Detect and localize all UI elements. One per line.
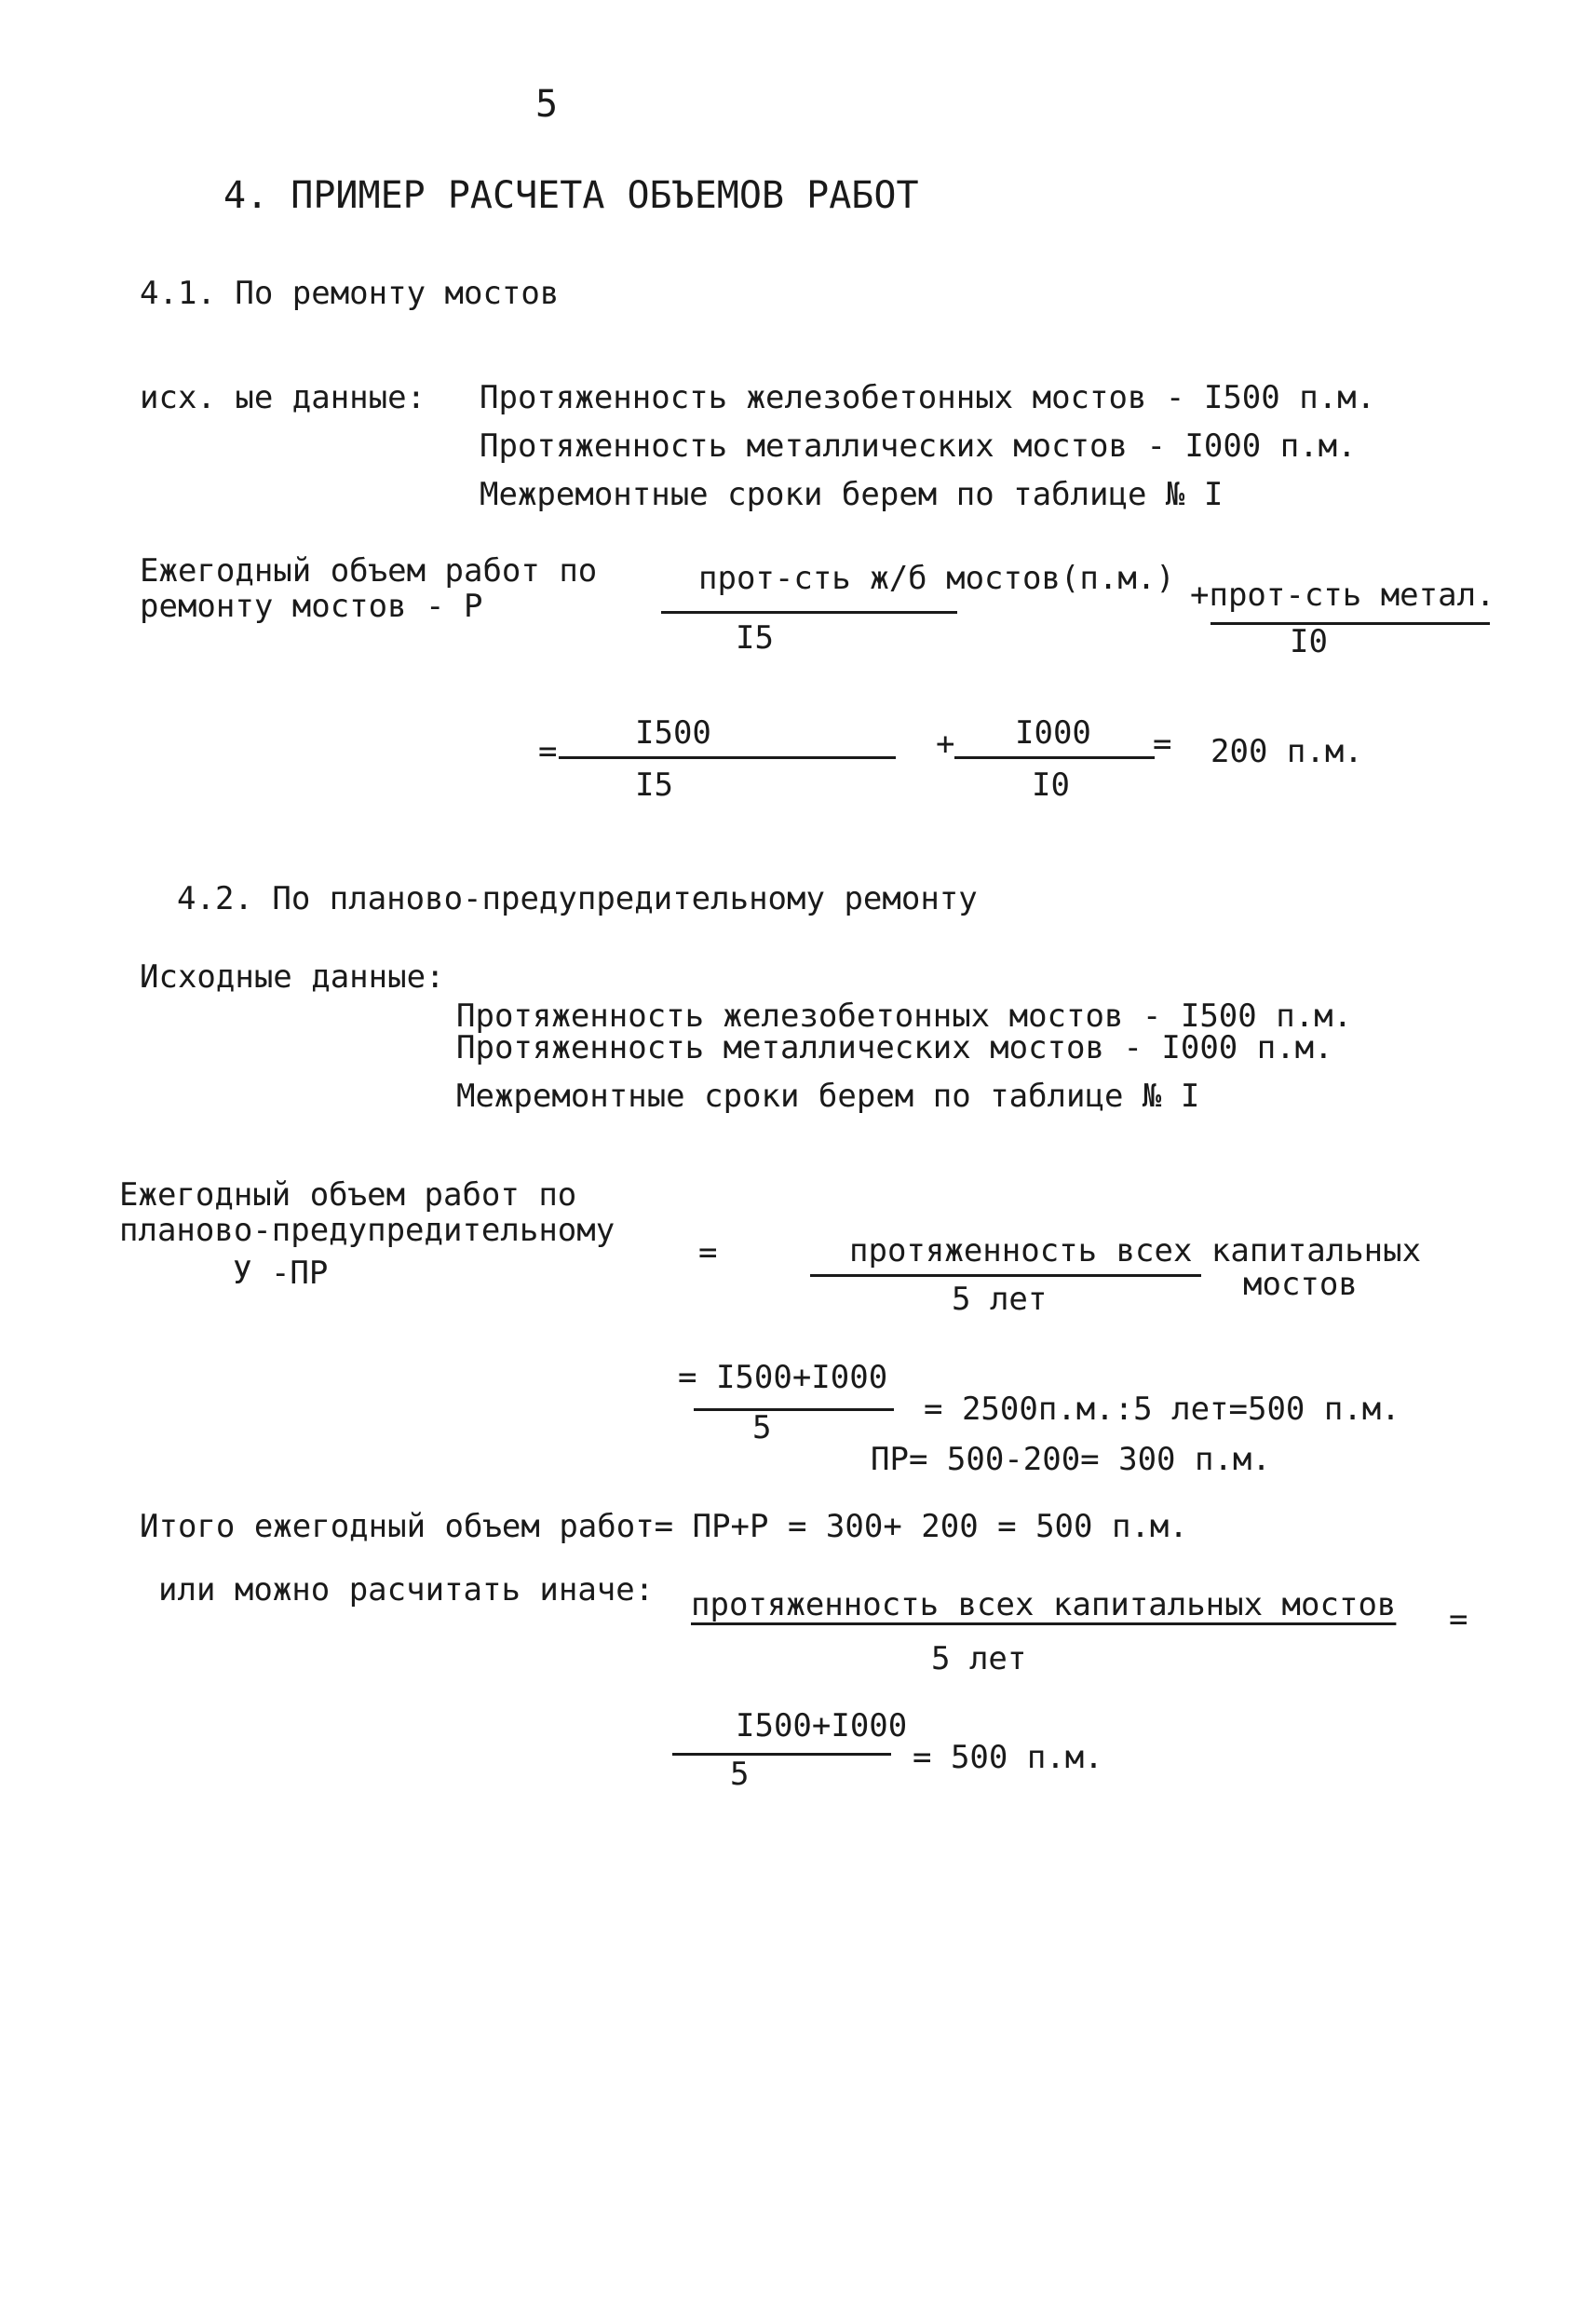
section-heading: 4. ПРИМЕР РАСЧЕТА ОБЪЕМОВ РАБОТ bbox=[223, 174, 919, 217]
fraction2-denominator: I0 bbox=[1290, 623, 1328, 660]
calc-denominator-4-2: 5 bbox=[752, 1409, 772, 1446]
annual-label-line2-4-2: планово-предупредительному bbox=[119, 1212, 615, 1249]
calc-equals-2: = bbox=[1153, 726, 1172, 763]
calc-bar-1 bbox=[559, 756, 896, 759]
fraction-bar-4-2 bbox=[810, 1274, 1201, 1277]
alt-calc-denominator: 5 bbox=[730, 1756, 750, 1793]
annual-label-line1-4-2: Ежегодный объем работ по bbox=[119, 1176, 577, 1214]
alt-calc-result: = 500 п.м. bbox=[913, 1739, 1103, 1776]
source-line-terms-4-1: Межремонтные сроки берем по таблице № I bbox=[480, 476, 1224, 513]
annual-label-line1-4-1: Ежегодный объем работ по bbox=[140, 552, 598, 590]
pr-result: ПР= 500-200= 300 п.м. bbox=[871, 1441, 1271, 1478]
calc-den-15: I5 bbox=[635, 767, 673, 804]
fraction-denominator-4-2: 5 лет bbox=[952, 1281, 1048, 1318]
subsection-title-4-1: 4.1. По ремонту мостов bbox=[140, 275, 560, 312]
calc-result-4-1: 200 п.м. bbox=[1211, 733, 1363, 770]
fraction1-bar bbox=[661, 611, 957, 614]
calc-bar-4-2 bbox=[694, 1408, 894, 1411]
calc-result-4-2: = 2500п.м.:5 лет=500 п.м. bbox=[924, 1391, 1400, 1428]
calc-den-10: I0 bbox=[1032, 767, 1070, 804]
annual-label-line3-4-2: У -ПР bbox=[233, 1255, 329, 1292]
alt-numerator: протяженность всех капитальных мостов bbox=[691, 1586, 1397, 1623]
alt-calc-numerator: I500+I000 bbox=[736, 1707, 908, 1744]
fraction1-numerator: прот-сть ж/б мостов(п.м.) bbox=[698, 560, 1175, 597]
calc-numerator-4-2: = I500+I000 bbox=[678, 1359, 888, 1396]
source-data-label-4-1: исх. ые данные: bbox=[140, 379, 426, 416]
fraction2-numerator: +прот-сть метал. bbox=[1190, 577, 1495, 614]
page-number: 5 bbox=[535, 83, 559, 126]
total-line: Итого ежегодный объем работ= ПР+Р = 300+ 200 = 500 п.м. bbox=[140, 1508, 1188, 1545]
calc-num-1000: I000 bbox=[1015, 714, 1091, 752]
fraction-numerator-4-2-cont: мостов bbox=[1243, 1266, 1358, 1303]
source-line-terms-4-2: Межремонтные сроки берем по таблице № I bbox=[456, 1078, 1200, 1115]
calc-plus: + bbox=[936, 726, 955, 763]
source-data-label-4-2: Исходные данные: bbox=[140, 958, 445, 996]
fraction-numerator-4-2: протяженность всех капитальных bbox=[849, 1232, 1422, 1269]
fraction1-denominator: I5 bbox=[736, 619, 774, 657]
alt-equals: = bbox=[1449, 1601, 1468, 1638]
calc-equals-4-1: = bbox=[538, 733, 558, 770]
annual-label-line2-4-1: ремонту мостов - Р bbox=[140, 588, 483, 625]
alt-label: или можно расчитать иначе: bbox=[158, 1571, 655, 1608]
alt-denominator: 5 лет bbox=[931, 1640, 1027, 1677]
source-line-metal-4-1: Протяженность металлических мостов - I000 п.м. bbox=[480, 428, 1357, 465]
fraction2-bar bbox=[1211, 622, 1490, 625]
calc-num-1500: I500 bbox=[635, 714, 711, 752]
source-line-concrete-4-2: Протяженность железобетонных мостов - I500 п.м. bbox=[456, 998, 1353, 1035]
source-line-concrete-4-1: Протяженность железобетонных мостов - I500 п.м. bbox=[480, 379, 1376, 416]
source-line-metal-4-2: Протяженность металлических мостов - I000 п.м. bbox=[456, 1029, 1333, 1066]
subsection-title-4-2: 4.2. По планово-предупредительному ремонту bbox=[177, 880, 978, 917]
equals-4-2: = bbox=[698, 1234, 718, 1271]
alt-calc-bar bbox=[672, 1753, 891, 1756]
calc-bar-2 bbox=[954, 756, 1155, 759]
